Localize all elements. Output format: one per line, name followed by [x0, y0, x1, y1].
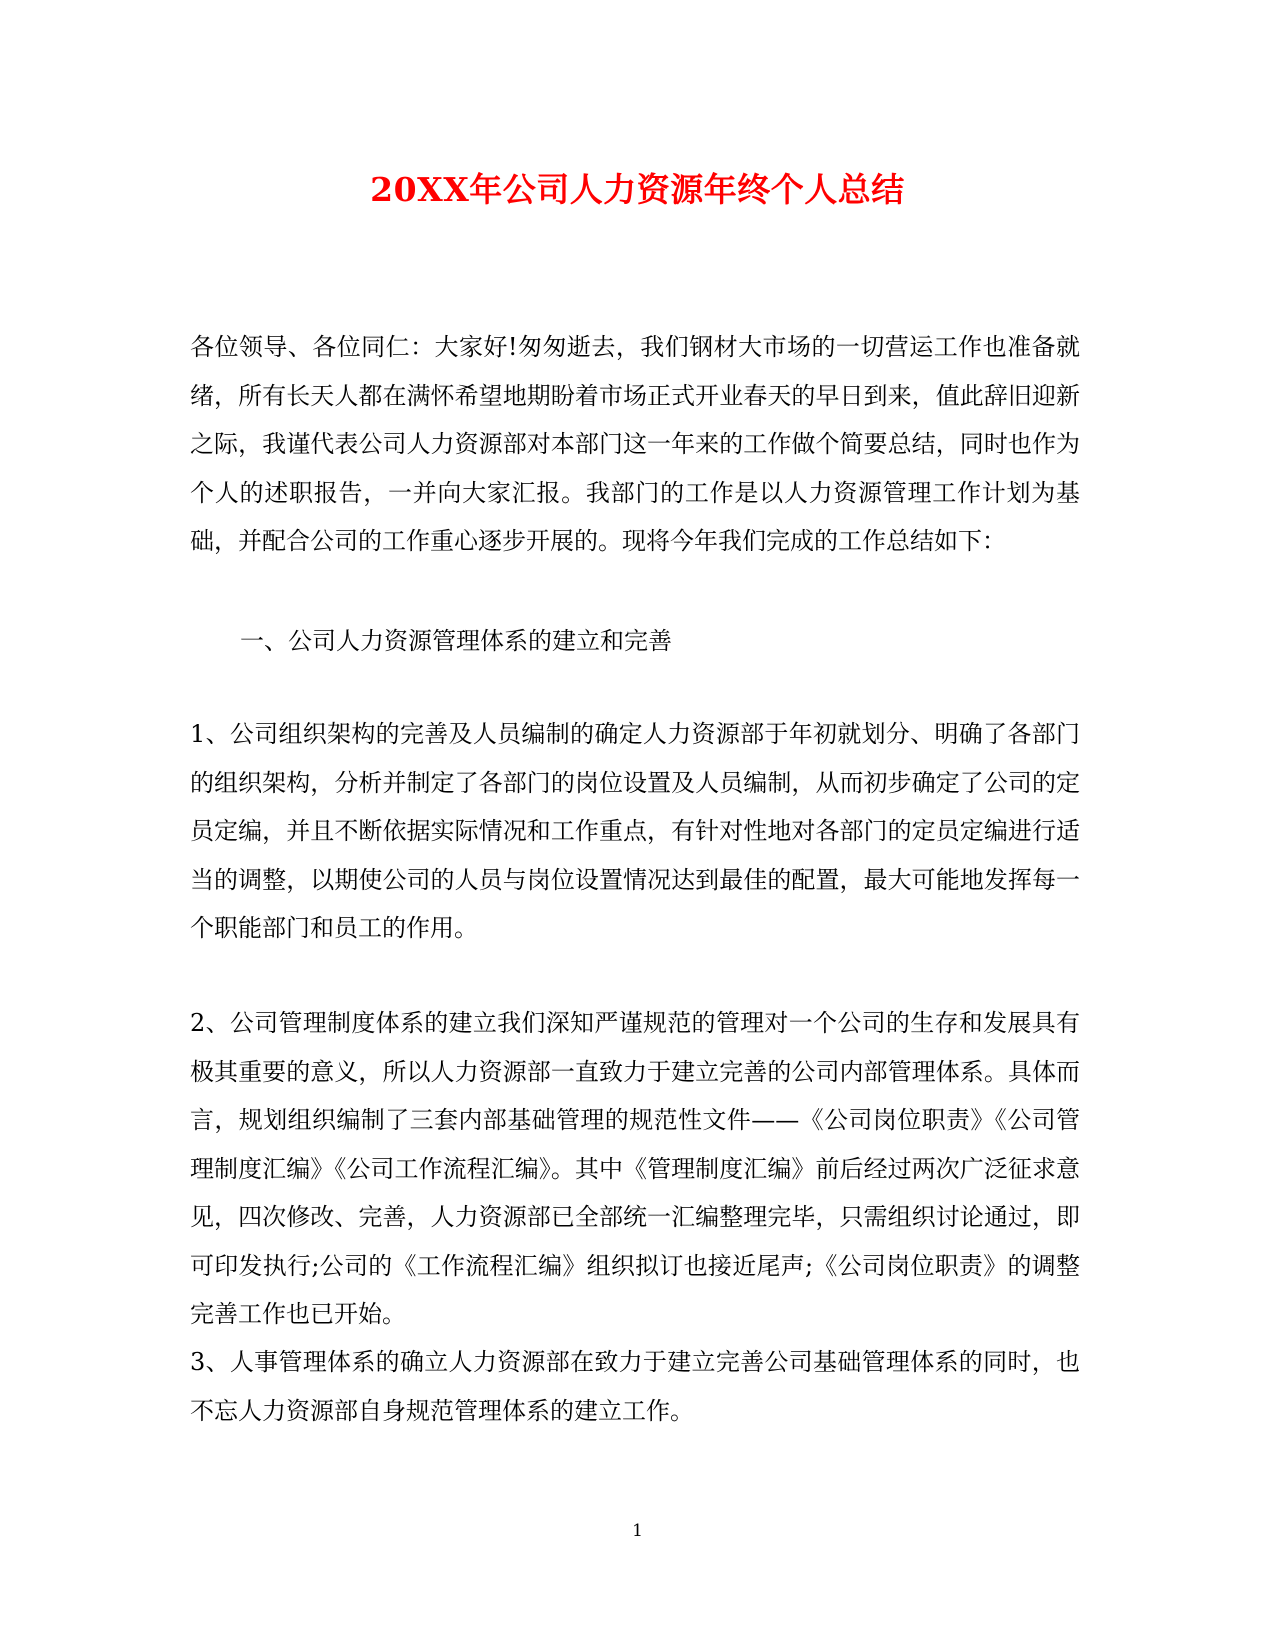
document-title: 20XX年公司人力资源年终个人总结 — [370, 170, 905, 209]
item-paragraph-2: 2、公司管理制度体系的建立我们深知严谨规范的管理对一个公司的生存和发展具有极其重要的意义，所以人力资源部一直致力于建立完善的公司内部管理体系。具体而言，规划组织编制了三套内部基础管理的规范性文件——《公司岗位职责》《公司管理制度汇编》《公司工作流程汇编》。其中《管理制度汇编》前后经过两次广泛征求意见，四次修改、完善，人力资源部已全部统一汇编整理完毕，只需组织讨论通过，即可印发执行;公司的《工作流程汇编》组织拟订也接近尾声;《公司岗位职责》的调整完善工作也已开始。 — [190, 1009, 1080, 1328]
page-number: 1 — [632, 1521, 643, 1541]
item-paragraph-3: 3、人事管理体系的确立人力资源部在致力于建立完善公司基础管理体系的同时，也不忘人力资源部自身规范管理体系的建立工作。 — [190, 1348, 1080, 1425]
intro-paragraph: 各位领导、各位同仁：大家好!匆匆逝去，我们钢材大市场的一切营运工作也准备就绪，所有长天人都在满怀希望地期盼着市场正式开业春天的早日到来，值此辞旧迎新之际，我谨代表公司人力资源部对本部门这一年来的工作做个简要总结，同时也作为个人的述职报告，一并向大家汇报。我部门的工作是以人力资源管理工作计划为基础，并配合公司的工作重心逐步开展的。现将今年我们完成的工作总结如下： — [190, 333, 1080, 555]
section-heading: 一、公司人力资源管理体系的建立和完善 — [240, 627, 672, 655]
item-paragraph-1: 1、公司组织架构的完善及人员编制的确定人力资源部于年初就划分、明确了各部门的组织架构，分析并制定了各部门的岗位设置及人员编制，从而初步确定了公司的定员定编，并且不断依据实际情况和工作重点，有针对性地对各部门的定员定编进行适当的调整，以期使公司的人员与岗位设置情况达到最佳的配置，最大可能地发挥每一个职能部门和员工的作用。 — [190, 720, 1080, 942]
